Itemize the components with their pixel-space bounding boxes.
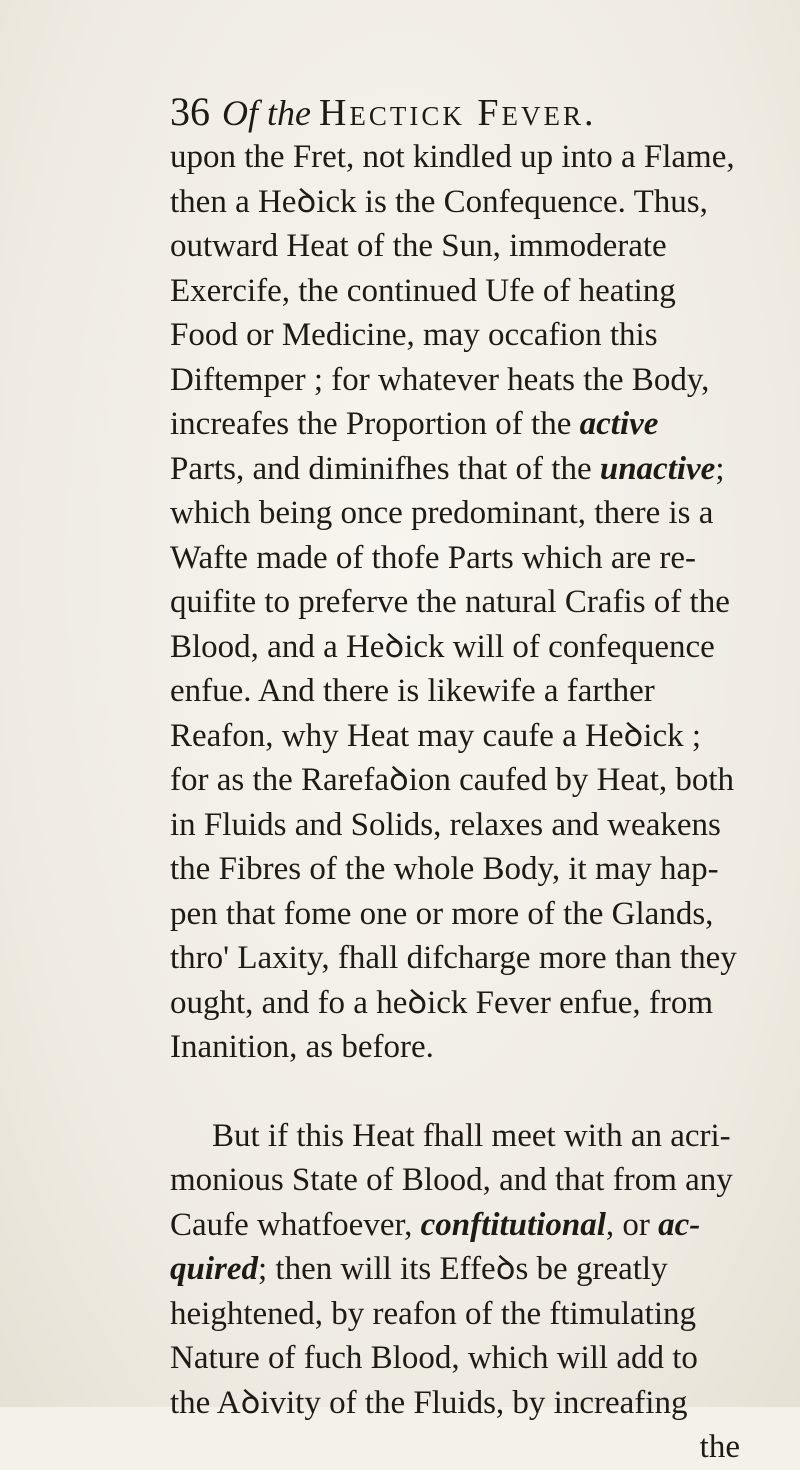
italic-word: unactive xyxy=(599,450,716,487)
text-line: Blood, and a Heꝺick will of confequence xyxy=(170,628,715,665)
text-line: Nature of fuch Blood, which will add to xyxy=(170,1340,698,1376)
text-line: in Fluids and Solids, relaxes and weakens xyxy=(170,806,721,843)
text-line: pen that fome one or more of the Glands, xyxy=(170,895,714,932)
italic-word: active xyxy=(579,406,659,442)
text-line: monious State of Blood, and that from any xyxy=(170,1162,733,1198)
text-line: Food or Medicine, may occafion this xyxy=(170,317,658,353)
text-line: But if this Heat fhall meet with an acri- xyxy=(212,1117,731,1154)
paragraph-gap xyxy=(170,1070,740,1114)
text-line: Wafte made of thofe Parts which are re- xyxy=(170,539,697,576)
punctuation: ; xyxy=(715,450,725,487)
italic-word: quired xyxy=(170,1251,259,1287)
text-line: Inanition, as before. xyxy=(170,1029,434,1065)
text-line: the Aꝺivity of the Fluids, by increafing xyxy=(170,1384,688,1421)
text-line xyxy=(170,1203,740,1248)
text-line: ought, and fo a heꝺick Fever enfue, from xyxy=(170,984,713,1021)
running-title-italic: Of the xyxy=(222,93,311,133)
text-line: for as the Rarefaꝺion caufed by Heat, both xyxy=(170,762,735,798)
italic-word: conftitutional xyxy=(420,1206,606,1243)
text-line: outward Heat of the Sun, immoderate xyxy=(170,228,667,264)
body-text xyxy=(170,135,740,1470)
text-line: which being once predominant, there is a xyxy=(170,495,714,531)
text-line: enfue. And there is likewife a farther xyxy=(170,673,655,709)
text-line: then a Heꝺick is the Confequence. Thus, xyxy=(170,183,708,220)
italic-word: ac- xyxy=(658,1206,701,1243)
running-title: Hectick Fever. xyxy=(318,92,597,134)
text-line: Diftemper ; for whatever heats the Body, xyxy=(170,361,710,398)
text-line: quifite to preferve the natural Crafis of the xyxy=(170,584,730,620)
text-fragment: increafes the Proportion of the xyxy=(170,406,572,442)
text-line: heightened, by reafon of the ftimulating xyxy=(170,1295,697,1332)
text-fragment: Parts, and diminifhes that of the xyxy=(170,450,592,487)
text-line xyxy=(170,402,740,447)
catchword: the xyxy=(699,1429,740,1465)
text-line: Reafon, why Heat may caufe a Heꝺick ; xyxy=(170,717,702,754)
text-line: thro' Laxity, fhall difcharge more than they xyxy=(170,940,737,976)
text-fragment: Caufe whatfoever, xyxy=(170,1206,413,1243)
text-fragment: , or xyxy=(605,1206,650,1243)
text-line xyxy=(170,447,740,492)
text-line xyxy=(170,1247,740,1292)
text-fragment: ; then will its Effeꝺs be greatly xyxy=(258,1251,668,1287)
text-line: the Fibres of the whole Body, it may hap- xyxy=(170,851,719,887)
text-line: Exercife, the continued Ufe of heating xyxy=(170,272,676,309)
text-line: upon the Fret, not kindled up into a Flame, xyxy=(170,139,735,175)
page-number: 36 xyxy=(170,89,210,134)
running-header xyxy=(170,88,597,138)
